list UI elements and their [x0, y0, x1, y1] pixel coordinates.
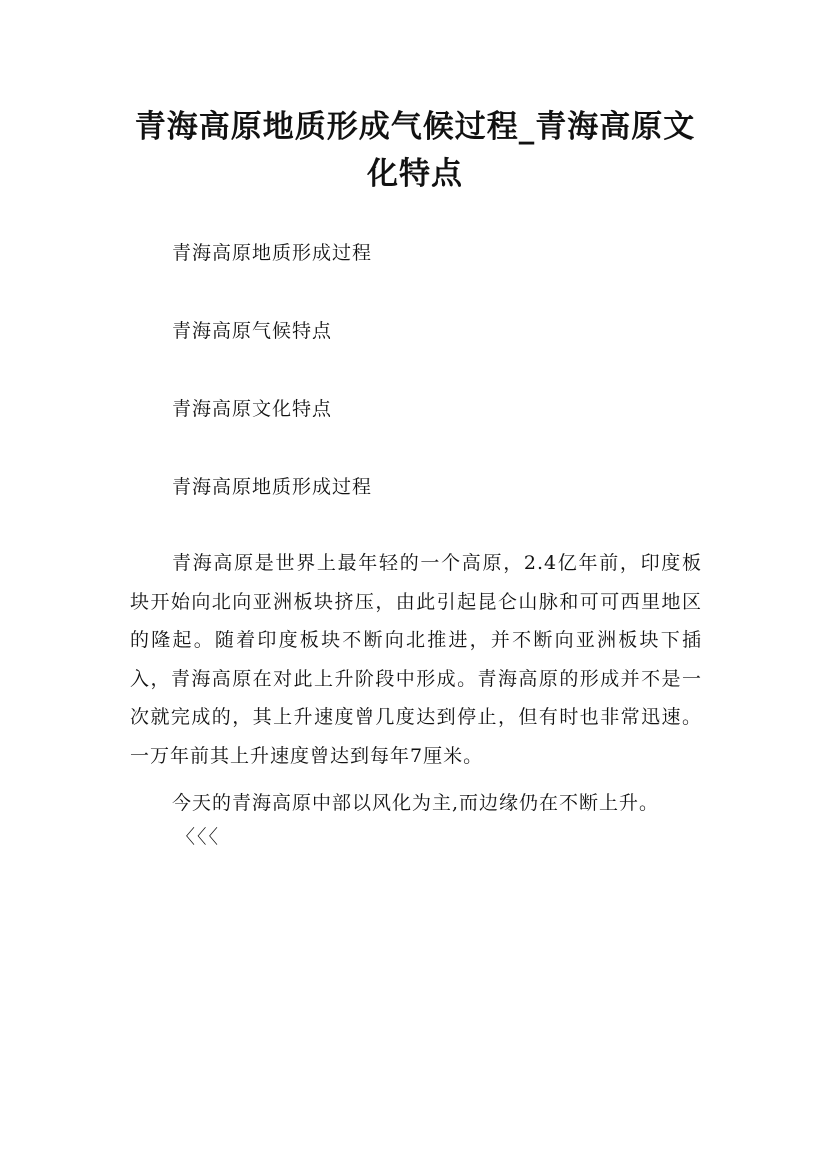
body-paragraph: 青海高原是世界上最年轻的一个高原，2.4亿年前，印度板块开始向北向亚洲板块挤压，由此引起昆仑山脉和可可西里地区的隆起。随着印度板块不断向北推进，并不断向亚洲板块下插入，青海高原在对此上升阶段中形成。青海高原的形成并不是一次就完成的，其上升速度曾几度达到停止，但有时也非常迅速。一万年前其上升速度曾达到每年7厘米。 — [130, 552, 702, 767]
toc-item-geology: 青海高原地质形成过程 — [172, 242, 373, 264]
trailing-marks: 〈〈〈 — [176, 826, 221, 848]
body-paragraph-2: 今天的青海高原中部以风化为主,而边缘仍在不断上升。 — [172, 792, 660, 814]
toc-item-climate: 青海高原气候特点 — [172, 320, 333, 342]
document-title: 青海高原地质形成气候过程_青海高原文化特点 — [134, 109, 696, 192]
section-heading: 青海高原地质形成过程 — [172, 476, 373, 498]
toc-item-culture: 青海高原文化特点 — [172, 398, 333, 420]
